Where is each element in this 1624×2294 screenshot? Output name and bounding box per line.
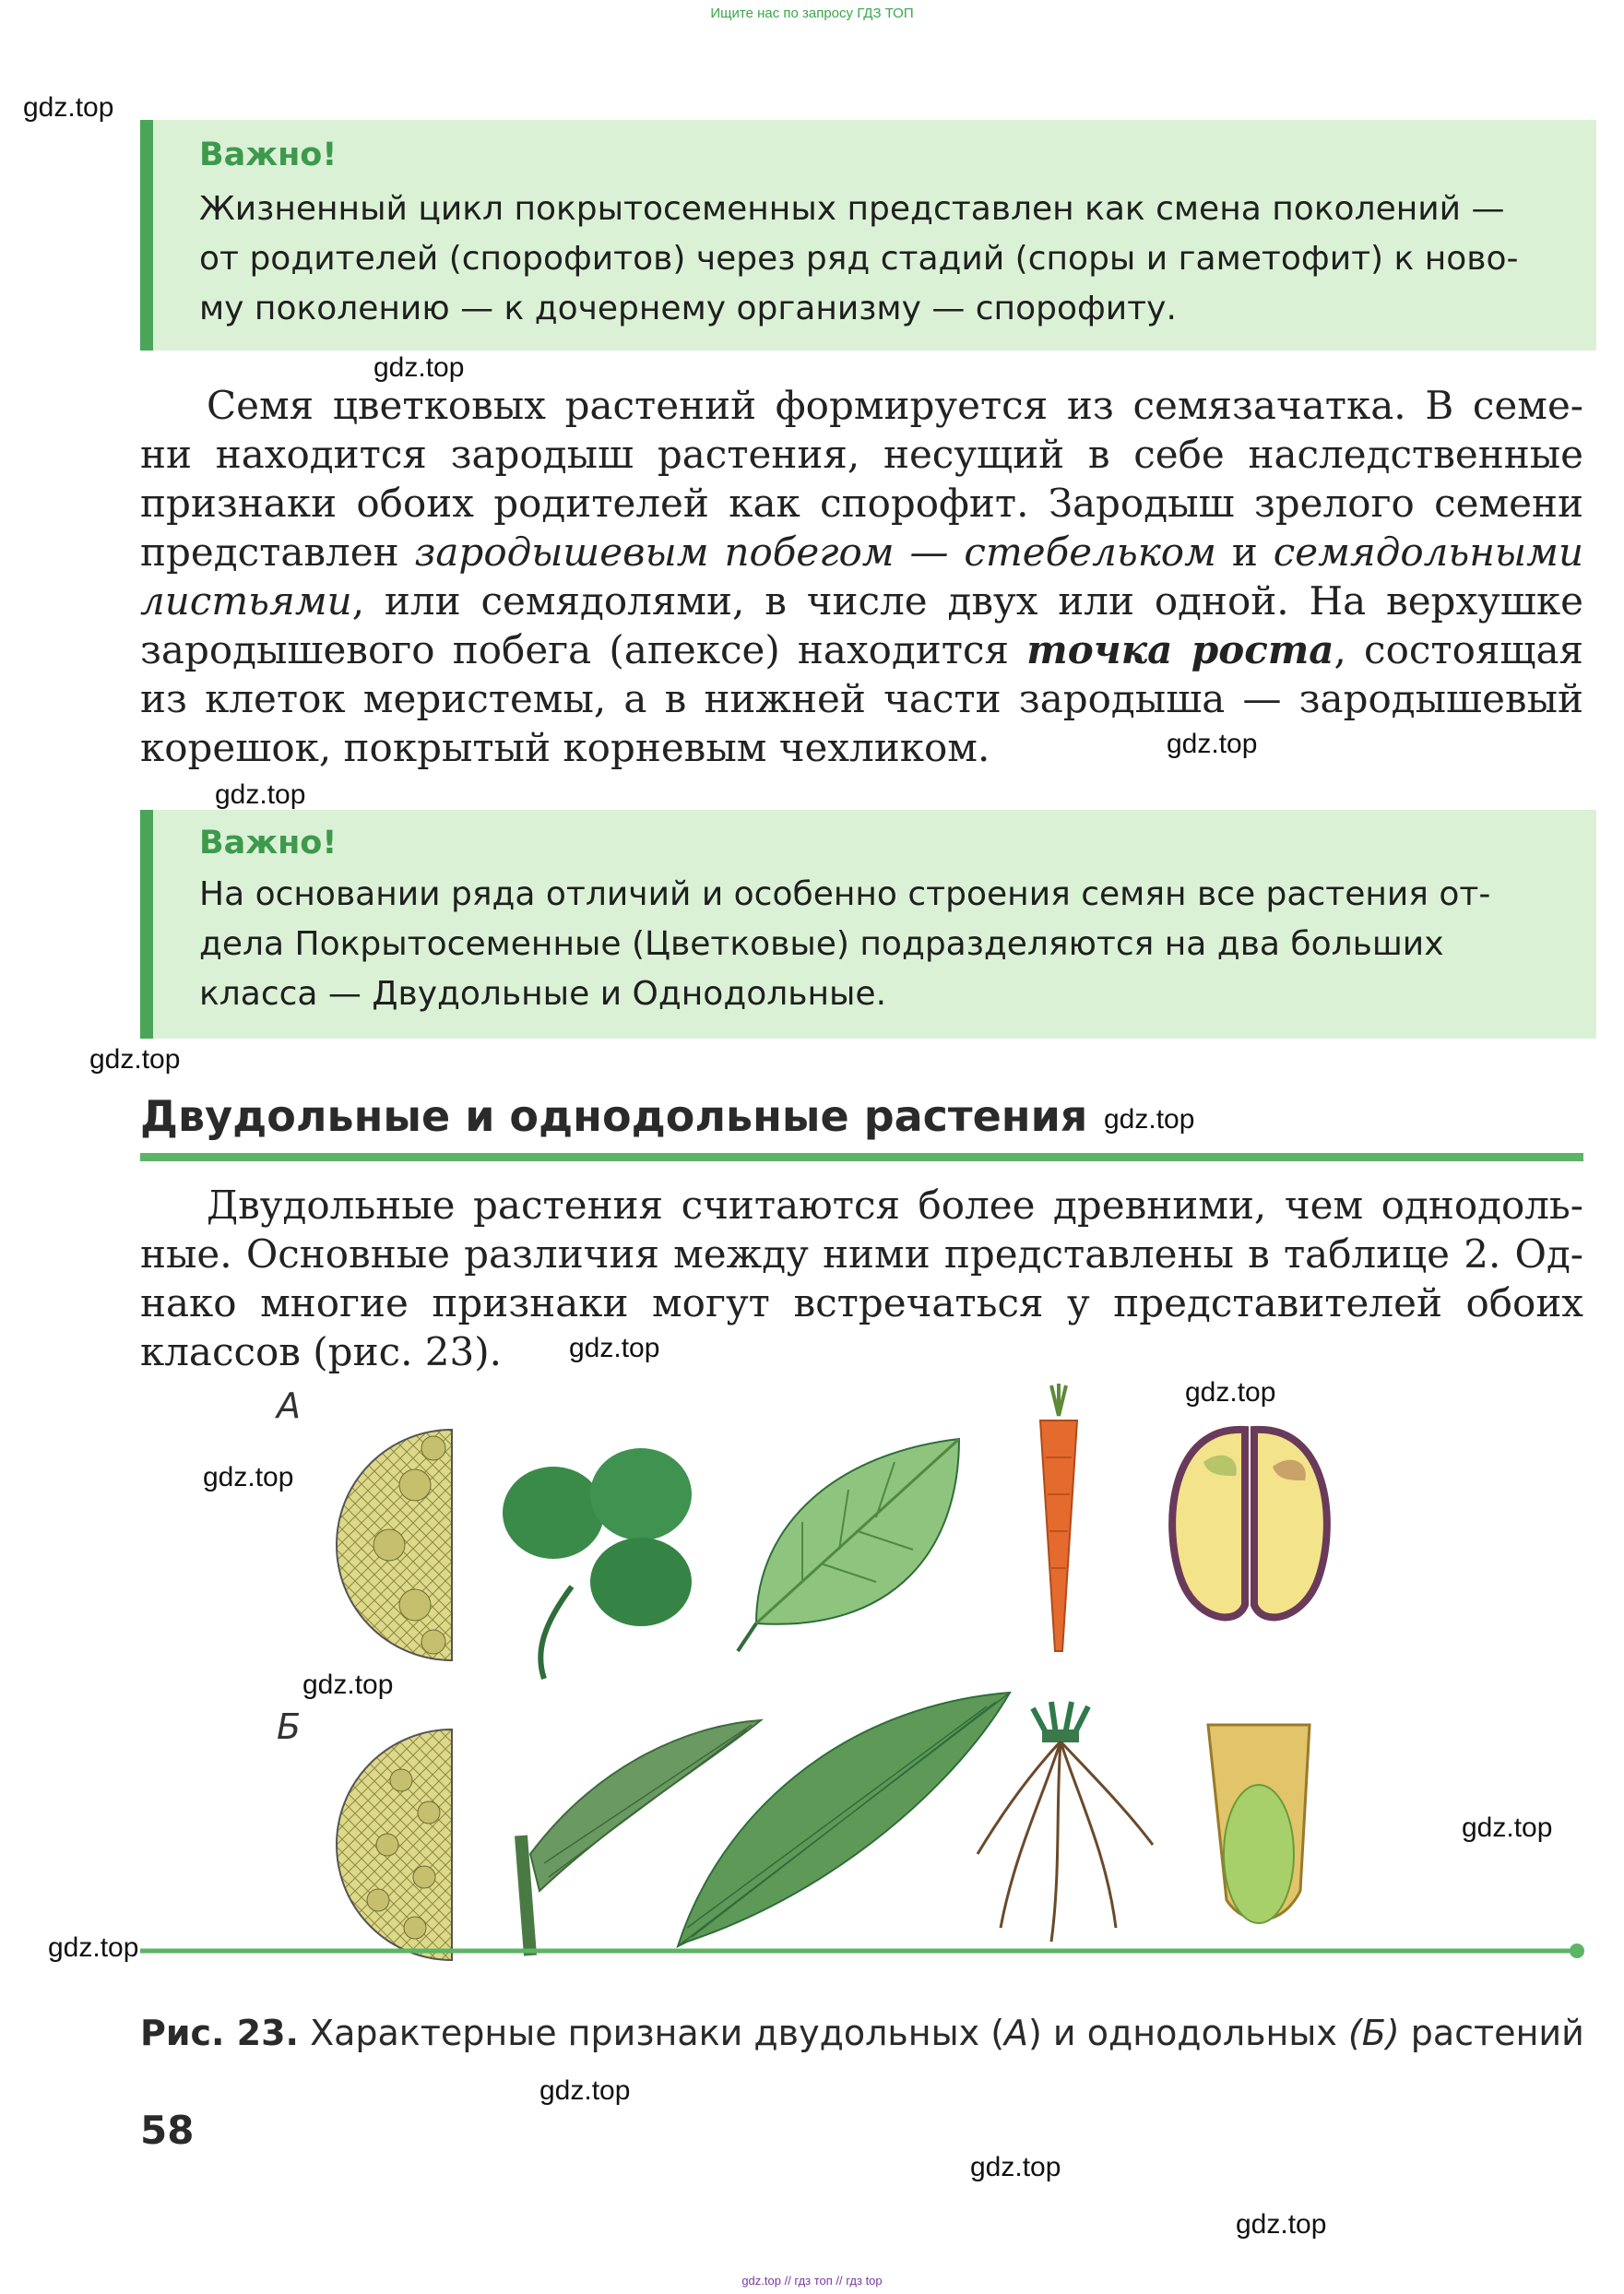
para-line: признаки обоих родителей как спорофит. Зародыш зрелого семени [140, 481, 1583, 526]
text: , состоящая [1334, 627, 1583, 672]
caption-text: (Б) [1347, 2013, 1400, 2053]
important-box-1 [140, 120, 1596, 351]
heading-rule [140, 1153, 1583, 1161]
italic-term: листьями [140, 578, 352, 624]
para-line: корешок, покрытый корневым чехликом. [140, 725, 990, 770]
para-line [140, 528, 1583, 576]
watermark: gdz.top [1185, 1377, 1276, 1408]
watermark: gdz.top [203, 1462, 294, 1492]
box-line: Жизненный цикл покрытосеменных представлен как смена поколений — [199, 190, 1505, 228]
caption-text: растений [1399, 2013, 1584, 2053]
figure-23 [323, 1374, 1522, 1965]
para-line: Двудольные растения считаются более древними, чем однодоль- [207, 1183, 1583, 1228]
row-label-a: А [277, 1385, 301, 1426]
para-line: из клеток меристемы, а в нижней части зародыша — зародышевый [140, 676, 1583, 721]
box-title: Важно! [199, 825, 338, 862]
watermark: gdz.top [970, 2152, 1061, 2182]
box-text [199, 184, 1519, 334]
top-note: Ищите нас по запросу ГДЗ ТОП [710, 6, 914, 21]
text: представлен [140, 529, 415, 575]
net-veined-leaf-icon [738, 1439, 959, 1651]
box-line: от родителей (спорофитов) через ряд стадий (споры и гаметофит) к ново- [199, 240, 1519, 278]
paragraph-1 [140, 381, 1583, 772]
watermark: gdz.top [1236, 2209, 1327, 2240]
watermark: gdz.top [48, 1932, 139, 1963]
para-line: ни находится зародыш растения, несущий в себе наследственные [140, 432, 1583, 477]
paragraph-2 [140, 1181, 1583, 1376]
text: зародышевого побега (апексе) находится [140, 627, 1027, 672]
watermark: gdz.top [302, 1670, 394, 1700]
para-line [140, 625, 1583, 674]
watermark: gdz.top [23, 92, 114, 123]
stem-cross-section-monocot-icon [337, 1729, 452, 1960]
box-title: Важно! [199, 137, 338, 173]
corn-seed-icon [1208, 1725, 1310, 1923]
italic-term: зародышевым побегом — стебельком [414, 529, 1216, 575]
watermark: gdz.top [1104, 1104, 1195, 1135]
important-box-2 [140, 810, 1596, 1039]
watermark: gdz.top [215, 779, 306, 810]
italic-term: семядольными [1273, 529, 1584, 575]
box-text [199, 870, 1490, 1019]
watermark: gdz.top [539, 2075, 631, 2106]
box-line: класса — Двудольные и Однодольные. [199, 975, 887, 1013]
stem-cross-section-dicot-icon [337, 1430, 452, 1660]
caption-text: Характерные признаки двудольных ( [298, 2013, 1005, 2053]
text: , или семядолями, в числе двух или одной. На верхушке [351, 578, 1583, 624]
box-line: На основании ряда отличий и особенно строения семян все растения от- [199, 875, 1491, 913]
row-label-b: Б [277, 1706, 302, 1747]
box-line: дела Покрытосеменные (Цветковые) подразделяются на два больших [199, 925, 1444, 963]
section-heading: Двудольные и однодольные растения [140, 1091, 1088, 1141]
watermark: gdz.top [1462, 1813, 1553, 1843]
bean-seed-icon [1172, 1430, 1327, 1618]
para-line [140, 576, 1583, 625]
fibrous-root-icon [978, 1702, 1153, 1942]
caption-text: А [1004, 2013, 1029, 2053]
bold-italic-term: точка роста [1026, 627, 1334, 672]
para-line: классов (рис. 23). [140, 1329, 502, 1374]
bottom-note: gdz.top // гдз топ // гдз top [741, 2274, 883, 2288]
caption-rule [140, 1942, 1588, 1960]
caption-label: Рис. 23. [140, 2013, 299, 2053]
para-line: нако многие признаки могут встречаться у представителей обоих [140, 1280, 1583, 1325]
caption-text: ) и однодольных [1028, 2013, 1348, 2053]
watermark: gdz.top [569, 1333, 660, 1363]
figure-caption [140, 2013, 1584, 2053]
text: и [1215, 529, 1274, 575]
watermark: gdz.top [373, 352, 465, 383]
watermark: gdz.top [1167, 729, 1258, 759]
carrot-taproot-icon [1040, 1384, 1077, 1651]
watermark: gdz.top [89, 1044, 181, 1075]
para-line: Семя цветковых растений формируется из семязачатка. В семе- [207, 383, 1583, 428]
page-number: 58 [140, 2108, 195, 2153]
clover-leaf-icon [503, 1448, 692, 1679]
box-line: му поколению — к дочернему организму — спорофиту. [199, 290, 1177, 327]
para-line: ные. Основные различия между ними представлены в таблице 2. Од- [140, 1231, 1583, 1277]
